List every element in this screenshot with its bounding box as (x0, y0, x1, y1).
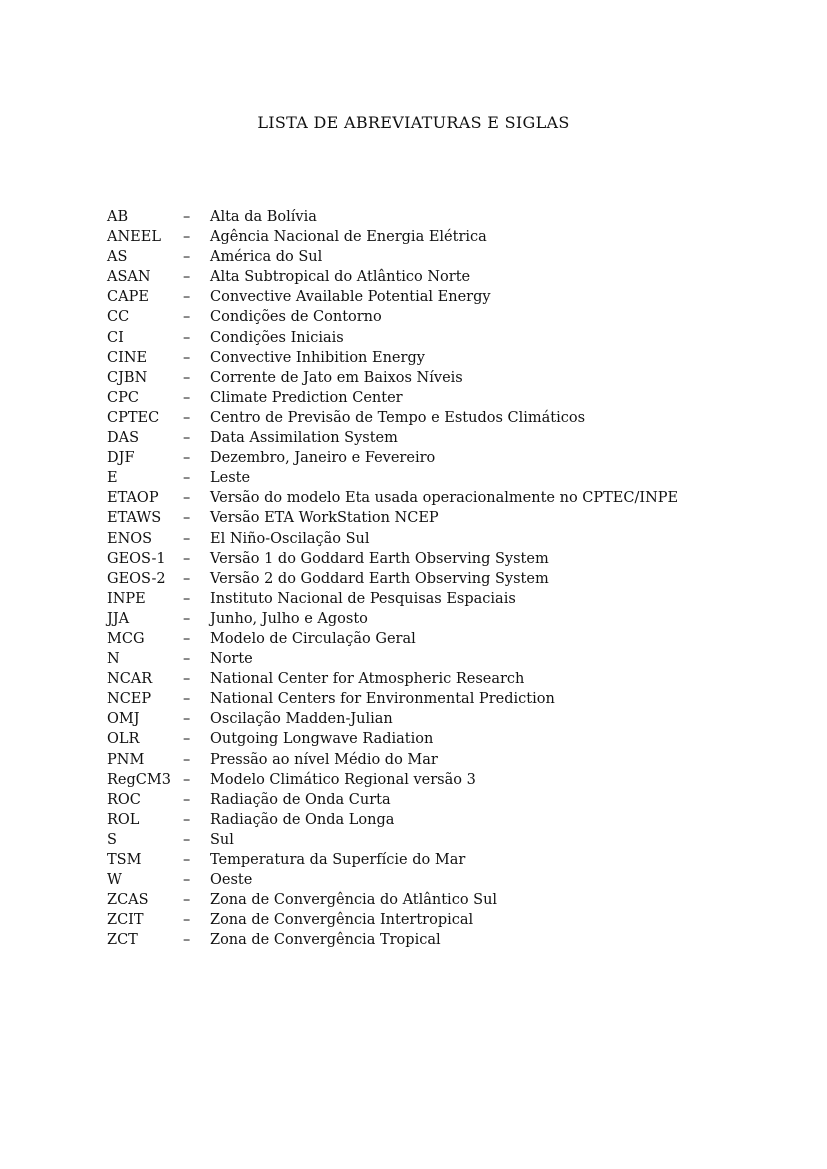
abbreviation-entry (107, 227, 747, 247)
abbreviation-separator: – (183, 309, 191, 326)
abbreviation-entry (107, 468, 747, 488)
abbreviation-code: MCG (107, 630, 145, 647)
abbreviation-separator: – (183, 389, 191, 406)
abbreviation-meaning: Junho, Julho e Agosto (210, 610, 368, 627)
abbreviation-meaning: Corrente de Jato em Baixos Níveis (210, 369, 463, 386)
abbreviation-entry (107, 428, 747, 448)
abbreviation-separator: – (183, 510, 191, 527)
abbreviation-entry (107, 790, 747, 810)
abbreviation-separator: – (183, 369, 191, 386)
abbreviation-code: DJF (107, 450, 135, 467)
abbreviation-entry (107, 408, 747, 428)
abbreviation-meaning: Radiação de Onda Curta (210, 791, 391, 808)
abbreviation-entry (107, 669, 747, 689)
abbreviation-entry (107, 750, 747, 770)
abbreviation-separator: – (183, 932, 191, 949)
abbreviation-entry (107, 930, 747, 950)
abbreviation-separator: – (183, 530, 191, 547)
abbreviation-separator: – (183, 450, 191, 467)
abbreviation-meaning: Versão ETA WorkStation NCEP (210, 510, 439, 527)
abbreviation-meaning: Instituto Nacional de Pesquisas Espaciais (210, 590, 516, 607)
abbreviation-separator: – (183, 691, 191, 708)
abbreviation-code: CPC (107, 389, 139, 406)
abbreviation-meaning: Alta da Bolívia (210, 209, 317, 225)
abbreviation-meaning: Outgoing Longwave Radiation (210, 731, 434, 748)
abbreviation-code: ZCAS (107, 892, 149, 909)
abbreviation-separator: – (183, 751, 191, 768)
abbreviation-code: AB (107, 209, 129, 225)
abbreviation-separator: – (183, 630, 191, 647)
abbreviation-entry (107, 388, 747, 408)
abbreviation-meaning: El Niño-Oscilação Sul (210, 530, 370, 547)
abbreviation-entry (107, 529, 747, 549)
abbreviation-code: ETAOP (107, 490, 159, 507)
abbreviation-code: ANEEL (107, 229, 161, 246)
abbreviation-code: OLR (107, 731, 140, 748)
abbreviation-code: JJA (107, 610, 130, 627)
abbreviation-entry (107, 368, 747, 388)
abbreviation-entry (107, 709, 747, 729)
abbreviation-entry (107, 689, 747, 709)
abbreviation-meaning: Convective Available Potential Energy (210, 289, 491, 306)
abbreviation-meaning: Leste (210, 470, 251, 487)
abbreviation-separator: – (183, 590, 191, 607)
abbreviation-entry (107, 850, 747, 870)
abbreviation-entry (107, 609, 747, 629)
abbreviation-meaning: Radiação de Onda Longa (210, 811, 395, 828)
abbreviation-code: ROC (107, 791, 141, 808)
abbreviation-code: CPTEC (107, 409, 160, 426)
abbreviation-separator: – (183, 912, 191, 929)
abbreviation-meaning: América do Sul (210, 249, 323, 266)
abbreviation-meaning: Temperatura da Superfície do Mar (210, 852, 466, 868)
abbreviation-code: CINE (107, 349, 148, 366)
abbreviation-code: PNM (107, 751, 145, 768)
abbreviation-separator: – (183, 490, 191, 507)
abbreviation-separator: – (183, 771, 191, 788)
abbreviation-meaning: Climate Prediction Center (210, 389, 403, 406)
abbreviation-code: ROL (107, 811, 140, 828)
abbreviation-entry (107, 569, 747, 589)
abbreviation-meaning: Centro de Previsão de Tempo e Estudos Climáticos (210, 409, 586, 426)
abbreviation-code: CC (107, 309, 130, 326)
abbreviation-code: ZCT (107, 932, 138, 949)
abbreviation-code: CJBN (107, 369, 148, 386)
abbreviation-separator: – (183, 269, 191, 286)
abbreviation-meaning: Agência Nacional de Energia Elétrica (210, 229, 487, 246)
abbreviation-meaning: Condições Iniciais (210, 329, 344, 346)
abbreviation-meaning: Pressão ao nível Médio do Mar (210, 751, 438, 768)
abbreviation-meaning: Condições de Contorno (210, 309, 382, 326)
abbreviation-separator: – (183, 289, 191, 306)
abbreviation-code: ASAN (107, 269, 151, 286)
abbreviation-entry (107, 770, 747, 790)
abbreviation-code: INPE (107, 590, 146, 607)
abbreviation-separator: – (183, 249, 191, 266)
abbreviation-code: NCAR (107, 671, 153, 688)
abbreviation-entry (107, 830, 747, 850)
abbreviation-code: GEOS-2 (107, 570, 166, 587)
abbreviation-entry (107, 549, 747, 569)
abbreviation-meaning: Data Assimilation System (210, 430, 398, 447)
abbreviation-code: CAPE (107, 289, 149, 306)
abbreviation-separator: – (183, 791, 191, 808)
abbreviation-code: N (107, 651, 120, 668)
abbreviation-code: TSM (107, 852, 142, 868)
abbreviation-code: S (107, 831, 117, 848)
abbreviation-separator: – (183, 229, 191, 246)
abbreviation-separator: – (183, 209, 191, 225)
abbreviation-code: ZCIT (107, 912, 144, 929)
abbreviation-code: W (107, 872, 122, 889)
abbreviation-entry (107, 348, 747, 368)
abbreviation-meaning: Oscilação Madden-Julian (210, 711, 393, 728)
abbreviation-entry (107, 629, 747, 649)
abbreviation-code: ETAWS (107, 510, 162, 527)
abbreviation-entry (107, 649, 747, 669)
abbreviation-separator: – (183, 651, 191, 668)
abbreviation-code: CI (107, 329, 124, 346)
abbreviation-code: OMJ (107, 711, 140, 728)
abbreviation-entry (107, 287, 747, 307)
abbreviation-entry (107, 247, 747, 267)
abbreviation-meaning: Versão do modelo Eta usada operacionalmente no CPTEC/INPE (210, 490, 679, 507)
abbreviation-entry (107, 729, 747, 749)
abbreviation-meaning: Dezembro, Janeiro e Fevereiro (210, 450, 436, 467)
abbreviation-separator: – (183, 852, 191, 868)
page-title: LISTA DE ABREVIATURAS E SIGLAS (257, 113, 570, 132)
abbreviation-meaning: Oeste (210, 872, 253, 889)
abbreviation-code: DAS (107, 430, 140, 447)
abbreviation-entry (107, 267, 747, 287)
abbreviation-meaning: Modelo Climático Regional versão 3 (210, 771, 476, 788)
abbreviation-meaning: Zona de Convergência do Atlântico Sul (210, 892, 498, 909)
abbreviation-meaning: Zona de Convergência Tropical (210, 932, 441, 949)
abbreviation-meaning: Versão 2 do Goddard Earth Observing System (210, 570, 549, 587)
abbreviation-code: GEOS-1 (107, 550, 166, 567)
abbreviation-entry (107, 328, 747, 348)
abbreviation-separator: – (183, 831, 191, 848)
abbreviation-separator: – (183, 892, 191, 909)
abbreviation-code: RegCM3 (107, 771, 171, 788)
abbreviation-meaning: Sul (210, 831, 234, 848)
abbreviation-meaning: Alta Subtropical do Atlântico Norte (210, 269, 471, 286)
abbreviation-meaning: Zona de Convergência Intertropical (210, 912, 474, 929)
abbreviation-entry (107, 508, 747, 528)
abbreviation-meaning: Convective Inhibition Energy (210, 349, 425, 366)
abbreviation-code: ENOS (107, 530, 153, 547)
abbreviation-entry (107, 810, 747, 830)
abbreviation-entry (107, 589, 747, 609)
abbreviation-separator: – (183, 349, 191, 366)
abbreviation-list (107, 207, 747, 950)
abbreviation-meaning: National Center for Atmospheric Research (210, 671, 525, 688)
abbreviation-code: NCEP (107, 691, 152, 708)
abbreviation-separator: – (183, 550, 191, 567)
abbreviation-separator: – (183, 711, 191, 728)
abbreviation-separator: – (183, 470, 191, 487)
abbreviation-separator: – (183, 671, 191, 688)
abbreviation-separator: – (183, 610, 191, 627)
abbreviation-meaning: Versão 1 do Goddard Earth Observing System (210, 550, 549, 567)
abbreviation-code: E (107, 470, 118, 487)
abbreviation-entry (107, 488, 747, 508)
abbreviation-entry (107, 448, 747, 468)
abbreviation-separator: – (183, 731, 191, 748)
abbreviation-separator: – (183, 409, 191, 426)
abbreviation-entry (107, 890, 747, 910)
abbreviation-entry (107, 307, 747, 327)
abbreviation-separator: – (183, 811, 191, 828)
abbreviation-entry (107, 207, 747, 227)
abbreviation-meaning: Modelo de Circulação Geral (210, 630, 416, 647)
abbreviation-separator: – (183, 329, 191, 346)
abbreviation-entry (107, 910, 747, 930)
abbreviation-separator: – (183, 570, 191, 587)
abbreviation-code: AS (107, 249, 128, 266)
abbreviation-meaning: Norte (210, 651, 253, 668)
abbreviation-separator: – (183, 872, 191, 889)
abbreviation-meaning: National Centers for Environmental Prediction (210, 691, 555, 708)
abbreviation-separator: – (183, 430, 191, 447)
abbreviation-entry (107, 870, 747, 890)
